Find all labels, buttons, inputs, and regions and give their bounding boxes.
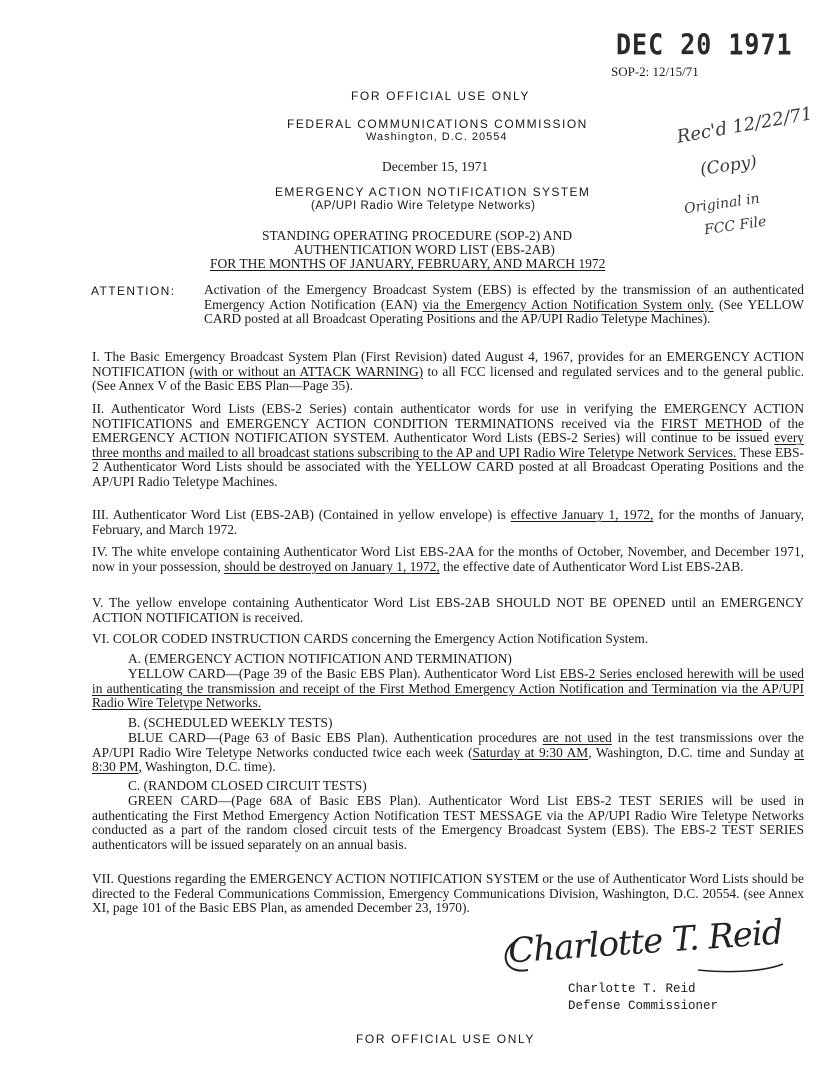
subsection-c-heading: C. (RANDOM CLOSED CIRCUIT TESTS): [128, 778, 367, 793]
document-title-line1: STANDING OPERATING PROCEDURE (SOP-2) AND: [262, 228, 573, 243]
document-date: December 15, 1971: [382, 159, 489, 174]
signatory-title: Defense Commissioner: [568, 999, 719, 1013]
agency-location: Washington, D.C. 20554: [366, 131, 508, 143]
system-name: EMERGENCY ACTION NOTIFICATION SYSTEM: [275, 185, 591, 199]
section-6-heading: VI. COLOR CODED INSTRUCTION CARDS concerning the Emergency Action Notification System.: [92, 631, 649, 646]
signature-flourish: [498, 930, 788, 980]
attention-label: ATTENTION:: [91, 284, 176, 298]
system-networks: (AP/UPI Radio Wire Teletype Networks): [311, 200, 536, 212]
agency-name: FEDERAL COMMUNICATIONS COMMISSION: [287, 117, 588, 131]
classification-top: FOR OFFICIAL USE ONLY: [351, 89, 530, 103]
document-title-line2: AUTHENTICATION WORD LIST (EBS-2AB): [294, 242, 555, 257]
subsection-b-text: BLUE CARD—(Page 63 of Basic EBS Plan). Authentication procedures are not used in the test transmissions over the AP/UPI Radio Wire Teletype Networks conducted twice each week (Saturday at 9:30 AM, Washington, D.C. time and Sunday at 8:30 PM, Washington, D.C. time).: [92, 730, 804, 775]
signature-script: Charlotte T. Reid: [506, 912, 784, 972]
subsection-a-text: YELLOW CARD—(Page 39 of the Basic EBS Plan). Authenticator Word List EBS-2 Series enclosed herewith will be used in authenticating the transmission and receipt of the First Method Emergency Action Notification and Termination via the AP/UPI Radio Wire Teletype Networks.: [92, 666, 804, 711]
sop-reference: SOP-2: 12/15/71: [611, 64, 699, 79]
attention-paragraph: Activation of the Emergency Broadcast System (EBS) is effected by the transmission of an authenticated Emergency Action Notification (EAN) via the Emergency Action Notification System only. (See YELLOW CARD posted at all Broadcast Operating Positions and the AP/UPI Radio Teletype Machines).: [204, 282, 805, 327]
date-stamp: DEC 20 1971: [616, 27, 793, 62]
handwritten-original-note: Original in: [683, 190, 761, 218]
handwritten-received-note: Rec'd 12/22/71: [675, 103, 815, 148]
handwritten-copy-note: (Copy): [698, 152, 759, 180]
section-4: IV. The white envelope containing Authenticator Word List EBS-2AA for the months of October, November, and December 1971, now in your possession, should be destroyed on January 1, 1972, the effective date of Authenticator Word List EBS-2AB.: [92, 544, 804, 574]
subsection-a-heading: A. (EMERGENCY ACTION NOTIFICATION AND TERMINATION): [128, 651, 512, 666]
section-5: V. The yellow envelope containing Authenticator Word List EBS-2AB SHOULD NOT BE OPENED until an EMERGENCY ACTION NOTIFICATION is received.: [92, 595, 804, 625]
subsection-b-heading: B. (SCHEDULED WEEKLY TESTS): [128, 715, 333, 730]
section-1: I. The Basic Emergency Broadcast System Plan (First Revision) dated August 4, 1967, provides for an EMERGENCY ACTION NOTIFICATION (with or without an ATTACK WARNING) to all FCC licensed and regulated services and to the general public. (See Annex V of the Basic EBS Plan—Page 35).: [92, 349, 804, 394]
section-2: II. Authenticator Word Lists (EBS-2 Series) contain authenticator words for use in verifying the EMERGENCY ACTION NOTIFICATIONS and EMERGENCY ACTION CONDITION TERMINATIONS received via the FIRST METHOD of the EMERGENCY ACTION NOTIFICATION SYSTEM. Authenticator Word Lists (EBS-2 Series) will continue to be issued every three months and mailed to all broadcast stations subscribing to the AP and UPI Radio Wire Teletype Network Services. These EBS-2 Authenticator Word Lists should be associated with the YELLOW CARD posted at all Broadcast Operating Positions and the AP/UPI Radio Teletype Machines.: [92, 401, 804, 489]
section-3: III. Authenticator Word List (EBS-2AB) (Contained in yellow envelope) is effective January 1, 1972, for the months of January, February, and March 1972.: [92, 507, 805, 537]
subsection-c-text: GREEN CARD—(Page 68A of Basic EBS Plan). Authenticator Word List EBS-2 TEST SERIES will be used in authenticating the First Method Emergency Action Notification TEST MESSAGE via the AP/UPI Radio Wire Teletype Networks conducted as a part of the random closed circuit tests of the Emergency Broadcast System (EBS). The EBS-2 TEST SERIES authenticators will be issued separately on an annual basis.: [92, 793, 804, 852]
signatory-name: Charlotte T. Reid: [568, 982, 696, 996]
document-title-line3: FOR THE MONTHS OF JANUARY, FEBRUARY, AND MARCH 1972: [210, 256, 606, 271]
section-7: VII. Questions regarding the EMERGENCY ACTION NOTIFICATION SYSTEM or the use of Authenticator Word Lists should be directed to the Federal Communications Commission, Emergency Communications Division, Washington, D.C. 20554. (see Annex XI, page 101 of the Basic EBS Plan, as amended December 23, 1970).: [92, 871, 804, 916]
classification-bottom: FOR OFFICIAL USE ONLY: [356, 1032, 535, 1046]
handwritten-file-note: FCC File: [703, 213, 768, 239]
